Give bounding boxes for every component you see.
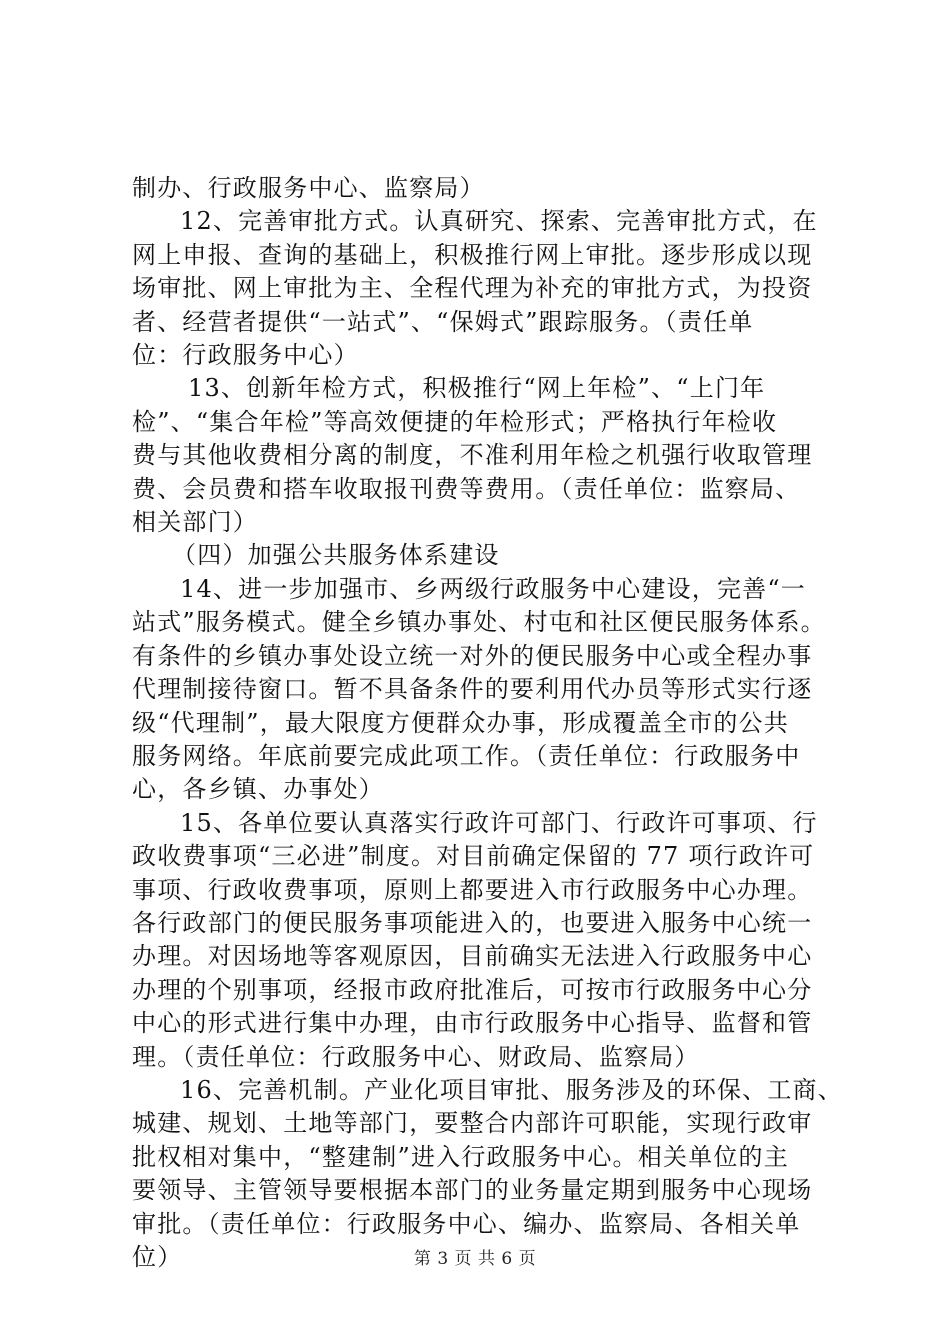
text-line: 有条件的乡镇办事处设立统一对外的便民服务中心或全程办事 bbox=[132, 641, 813, 670]
text-line: 代理制接待窗口。暂不具备条件的要利用代办员等形式实行逐 bbox=[132, 675, 813, 704]
text-line: 费、会员费和搭车收取报刊费等费用。（责任单位：监察局、 bbox=[132, 474, 801, 503]
paragraph-14-start: 14、进一步加强市、乡两级行政服务中心建设，完善“一 bbox=[180, 574, 807, 603]
text-line: 检”、“集合年检”等高效便捷的年检形式；严格执行年检收 bbox=[132, 407, 778, 436]
text-line: 政收费事项“三必进”制度。对目前确定保留的 77 项行政许可 bbox=[132, 842, 815, 871]
text-line: 中心的形式进行集中办理，由市行政服务中心指导、监督和管 bbox=[132, 1009, 813, 1038]
text-line: 者、经营者提供“一站式”、“保姆式”跟踪服务。（责任单 bbox=[132, 307, 754, 336]
text-line: 站式”服务模式。健全乡镇办事处、村屯和社区便民服务体系。 bbox=[132, 608, 826, 637]
text-line: 位：行政服务中心） bbox=[132, 341, 359, 370]
text-line: 级“代理制”，最大限度方便群众办事，形成覆盖全市的公共 bbox=[132, 708, 789, 737]
paragraph-16-start: 16、完善机制。产业化项目审批、服务涉及的环保、工商、 bbox=[180, 1075, 843, 1104]
text-line: 批权相对集中，“整建制”进入行政服务中心。相关单位的主 bbox=[132, 1142, 789, 1171]
text-line: 城建、规划、土地等部门，要整合内部许可职能，实现行政审 bbox=[132, 1109, 813, 1138]
section-heading: （四）加强公共服务体系建设 bbox=[172, 541, 500, 570]
text-line: 费与其他收费相分离的制度，不准利用年检之机强行收取管理 bbox=[132, 441, 813, 470]
page-number-footer: 第 3 页 共 6 页 bbox=[413, 1249, 537, 1269]
text-line: 要领导、主管领导要根据本部门的业务量定期到服务中心现场 bbox=[132, 1176, 813, 1205]
paragraph-12-start: 12、完善审批方式。认真研究、探索、完善审批方式，在 bbox=[180, 207, 818, 236]
text-line: 位） bbox=[132, 1243, 183, 1271]
text-line: 心，各乡镇、办事处） bbox=[132, 775, 384, 804]
text-line: 办理的个别事项，经报市政府批准后，可按市行政服务中心分 bbox=[132, 975, 813, 1004]
text-line: 服务网络。年底前要完成此项工作。（责任单位：行政服务中 bbox=[132, 741, 801, 770]
text-line: 审批。（责任单位：行政服务中心、编办、监察局、各相关单 bbox=[132, 1209, 801, 1238]
text-line: 相关部门） bbox=[132, 508, 258, 537]
text-line: 网上申报、查询的基础上，积极推行网上审批。逐步形成以现 bbox=[132, 240, 813, 269]
text-line: 场审批、网上审批为主、全程代理为补充的审批方式，为投资 bbox=[132, 274, 813, 303]
text-line: 各行政部门的便民服务事项能进入的，也要进入服务中心统一 bbox=[132, 908, 813, 937]
paragraph-15-start: 15、各单位要认真落实行政许可部门、行政许可事项、行 bbox=[180, 808, 818, 837]
document-body bbox=[132, 172, 843, 1274]
paragraph-13-start: 13、创新年检方式，积极推行“网上年检”、“上门年 bbox=[188, 374, 766, 403]
text-line: 理。（责任单位：行政服务中心、财政局、监察局） bbox=[132, 1042, 700, 1071]
text-line: 事项、行政收费事项，原则上都要进入市行政服务中心办理。 bbox=[132, 875, 813, 904]
text-line: 制办、行政服务中心、监察局） bbox=[132, 174, 485, 202]
text-line: 办理。对因场地等客观原因，目前确实无法进入行政服务中心 bbox=[132, 942, 813, 971]
